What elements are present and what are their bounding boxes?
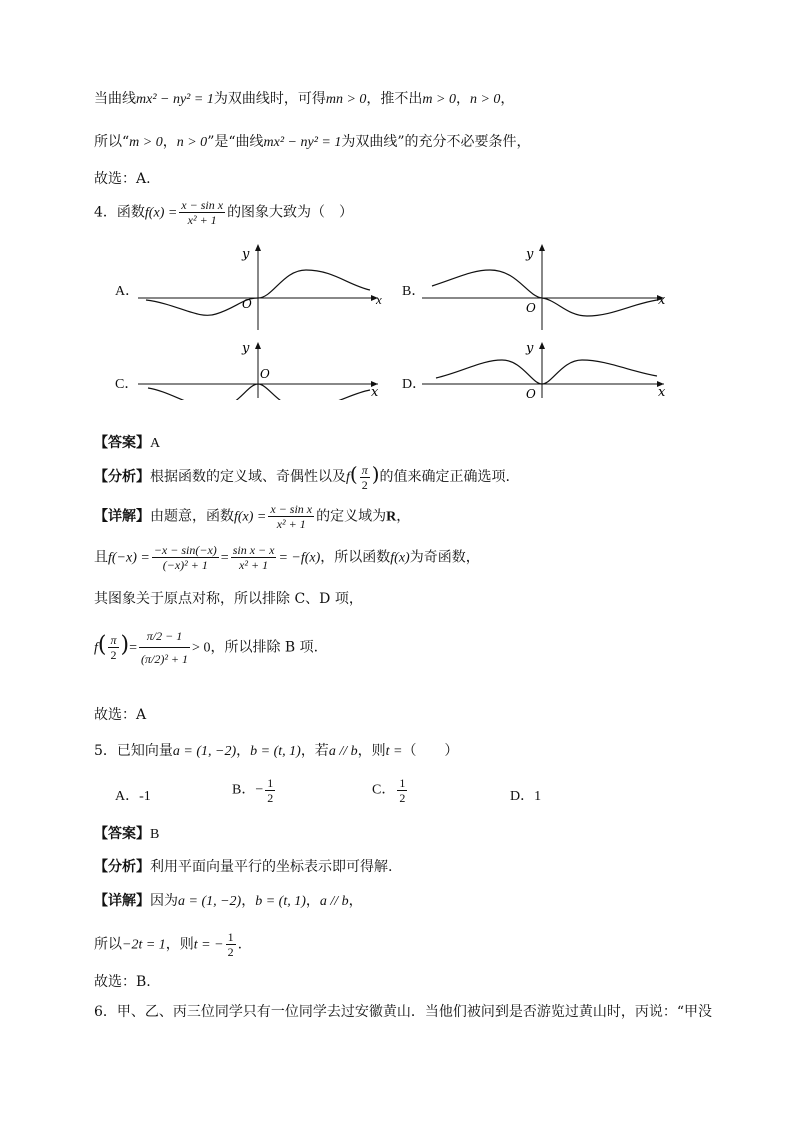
fraction (360, 463, 370, 492)
numerator: −x − sin(−x) (153, 543, 217, 557)
detail-tag: 【详解】 (94, 893, 150, 909)
analysis-tag: 【分析】 (94, 469, 150, 485)
y-axis-label: y (242, 247, 250, 262)
odd-function-line (94, 543, 480, 572)
inequality: > 0 (192, 640, 211, 656)
detail-tag: 【详解】 (94, 508, 150, 525)
equation: −2t = 1 (122, 937, 166, 953)
text: ， (241, 893, 256, 909)
detail-5 (94, 890, 363, 910)
fraction (265, 776, 275, 805)
variable-t: t = − (193, 937, 224, 953)
question-5 (94, 740, 458, 760)
fraction (226, 930, 236, 959)
text: 且 (94, 549, 108, 566)
question-6: 6．甲、乙、丙三位同学只有一位同学去过安徽黄山．当他们被问到是否游览过黄山时，丙说：“甲没 (94, 1004, 713, 1020)
detail-4 (94, 502, 410, 531)
numerator: 1 (267, 776, 274, 790)
y-axis-label: y (526, 341, 534, 356)
expression: m > 0 (129, 135, 163, 150)
origin-label: O (526, 387, 536, 400)
vector-b: b = (t, 1) (255, 894, 306, 909)
x-axis-label: x (658, 385, 666, 400)
analysis-5 (94, 856, 392, 876)
text: 的图象大致为（ ） (227, 204, 354, 221)
denominator: 2 (361, 477, 368, 492)
origin-label: O (526, 301, 536, 315)
symmetry-line: 其图象关于原点对称，所以排除 C、D 项， (94, 591, 363, 607)
graph-d (422, 338, 672, 400)
denominator: x² + 1 (187, 213, 217, 227)
value-line (94, 625, 318, 670)
fraction (397, 776, 407, 805)
solution-line-1 (94, 88, 514, 108)
paren: ( (97, 632, 107, 658)
function-name: f (94, 640, 98, 656)
text: 为双曲线”的充分不必要条件， (341, 134, 531, 150)
function-name: f(x) (390, 550, 410, 566)
function-name: f (346, 470, 350, 485)
text: 因为 (150, 893, 178, 909)
fraction (108, 633, 118, 662)
expression: n > 0 (469, 92, 501, 107)
expression: m > 0 (422, 92, 456, 107)
text: 的定义域为 (316, 508, 387, 525)
origin-label: O (242, 297, 252, 311)
text: ， (396, 508, 411, 525)
text: ”是“曲线 (207, 134, 264, 150)
option-b-label: B． (402, 284, 426, 299)
expression: n > 0 (176, 135, 208, 150)
question-number: 4．函数 (94, 204, 145, 221)
answer-line: 故选：A. (94, 171, 151, 187)
fraction (231, 543, 277, 572)
vector-a: a = (1, −2) (172, 744, 237, 759)
denominator: (π/2)² + 1 (141, 652, 189, 666)
fraction (152, 543, 219, 572)
select-5: 故选：B. (94, 974, 151, 990)
question-4 (94, 198, 353, 227)
vector-a: a = (1, −2) (178, 894, 242, 909)
equation: mx² − ny² = 1 (136, 92, 214, 107)
option-a-label: A． (115, 284, 140, 299)
parallel-condition: a // b (328, 744, 358, 759)
choice-label: B．− (232, 782, 264, 798)
fraction (268, 502, 314, 531)
text: ， (455, 91, 470, 107)
numerator: π/2 − 1 (139, 625, 190, 648)
y-axis-label: y (242, 341, 250, 356)
x-axis-label: x (371, 385, 379, 400)
answer-5 (94, 823, 159, 843)
real-set: R (386, 509, 397, 525)
text: 当曲线 (94, 91, 136, 107)
text: 所以 (94, 936, 122, 953)
text: ，则 (165, 936, 194, 953)
equals: = (220, 550, 229, 566)
select-4: 故选：A (94, 707, 147, 723)
numerator: π (361, 462, 368, 477)
choice-a: A．-1 (115, 789, 151, 804)
paren: ( (349, 462, 358, 486)
result-line-5 (94, 930, 242, 959)
x-axis-label: x (376, 292, 382, 307)
text: 为双曲线时，可得 (213, 91, 326, 107)
numerator: x − sin x (181, 198, 224, 212)
numerator: π (110, 633, 117, 647)
answer-value: B (150, 827, 160, 842)
text: ，推不出 (366, 91, 423, 107)
y-axis-label: y (526, 247, 534, 262)
choice-label: C． (372, 782, 396, 798)
question-number: 5．已知向量 (94, 743, 173, 759)
function-name: f(x) = (144, 205, 178, 221)
variable-t: t = (385, 744, 403, 759)
graph-b (422, 240, 672, 332)
compound-fraction (139, 625, 190, 670)
answer-tag: 【答案】 (94, 435, 150, 451)
fraction (179, 198, 225, 227)
expression: f(−x) = (108, 550, 150, 566)
equation: mx² − ny² = 1 (263, 135, 342, 150)
text: ，所以排除 B 项. (210, 639, 319, 656)
function-name: f(x) = (234, 509, 267, 525)
analysis-4 (94, 462, 510, 492)
denominator: x² + 1 (276, 517, 306, 531)
parallel-condition: a // b (319, 894, 349, 909)
denominator: x² + 1 (239, 558, 269, 572)
text: ，所以函数 (320, 549, 391, 566)
answer-4 (94, 432, 160, 452)
text: 为奇函数， (409, 549, 480, 566)
text: 利用平面向量平行的坐标表示即可得解. (150, 859, 393, 875)
option-d-label: D． (402, 377, 427, 392)
choice-c (372, 776, 409, 805)
numerator: 1 (227, 930, 234, 944)
solution-line-2 (94, 131, 531, 151)
choice-b (232, 776, 277, 805)
option-c-label: C． (115, 377, 139, 392)
text: ，若 (300, 743, 329, 759)
denominator: 2 (399, 791, 406, 805)
analysis-tag: 【分析】 (94, 859, 150, 875)
graph-c (138, 338, 388, 400)
denominator: 2 (267, 791, 274, 805)
text: 的值来确定正确选项. (379, 469, 510, 485)
answer-tag: 【答案】 (94, 826, 150, 842)
numerator: x − sin x (270, 502, 313, 516)
answer-value: A (150, 436, 161, 451)
denominator: 2 (110, 648, 117, 662)
expression: = −f(x) (278, 550, 321, 566)
paren: ) (371, 462, 380, 486)
origin-label: O (260, 367, 270, 381)
numerator: sin x − x (232, 543, 275, 557)
text: 由题意，函数 (150, 508, 234, 525)
text: （ ） (402, 743, 459, 759)
text: ， (500, 91, 515, 107)
equals: = (129, 640, 137, 656)
text: ， (162, 134, 177, 150)
paren: ) (120, 632, 130, 658)
text: ，则 (357, 743, 386, 759)
expression: mn > 0 (325, 92, 367, 107)
text: ， (305, 893, 320, 909)
x-axis-label: x (658, 293, 666, 308)
numerator: 1 (399, 776, 406, 790)
text: . (237, 936, 243, 953)
text: ， (236, 743, 251, 759)
text: 根据函数的定义域、奇偶性以及 (150, 469, 346, 485)
text: 所以“ (94, 134, 130, 150)
denominator: 2 (227, 945, 234, 959)
choice-d: D．1 (510, 789, 542, 804)
denominator: (−x)² + 1 (162, 558, 208, 572)
text: ， (348, 893, 363, 909)
graph-a (138, 240, 388, 332)
vector-b: b = (t, 1) (250, 744, 301, 759)
